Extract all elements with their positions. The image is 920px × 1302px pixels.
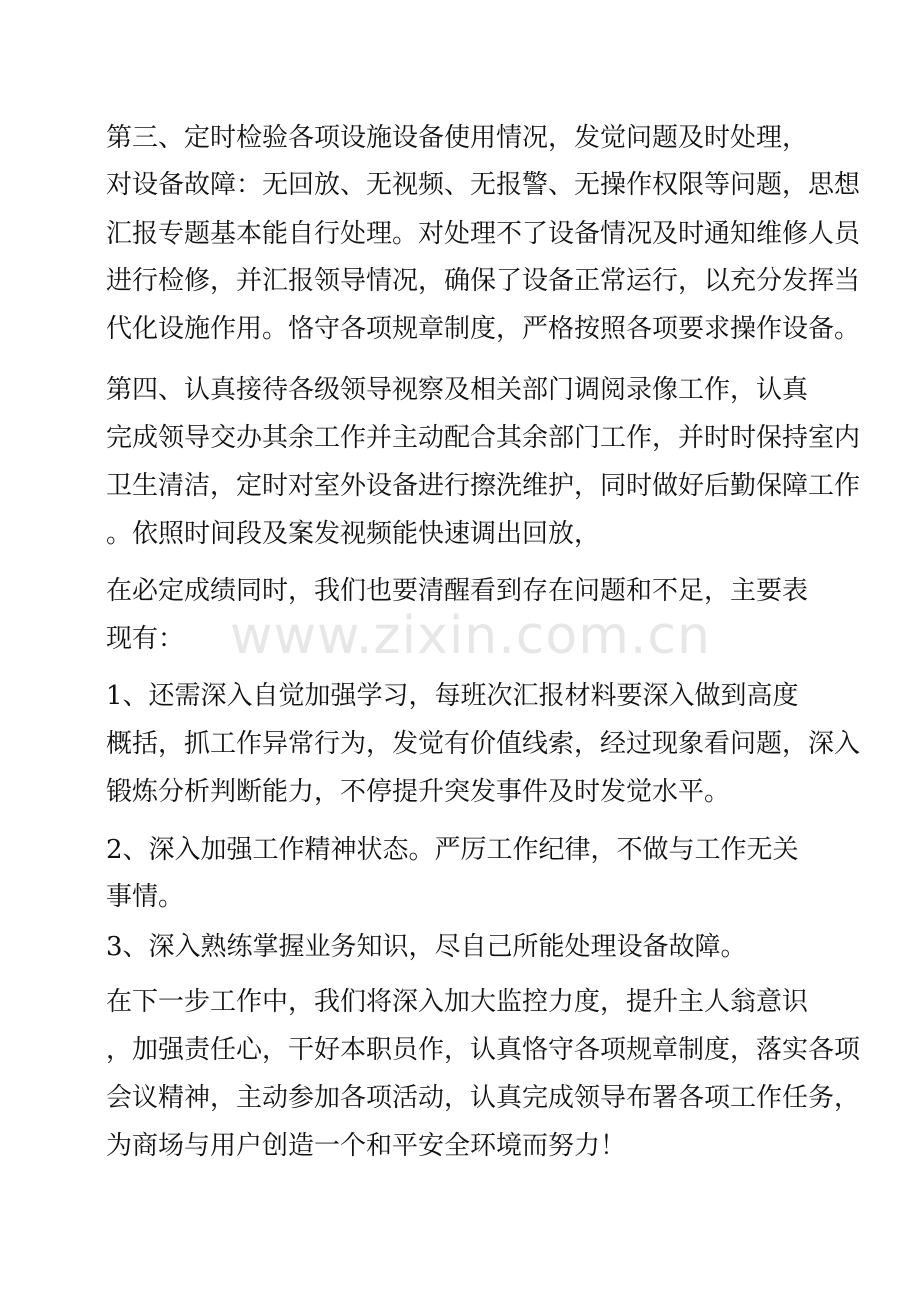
text-line: 事情。 [106, 882, 185, 912]
text-line: 对设备故障：无回放、无视频、无报警、无操作权限等问题，思想 [106, 170, 861, 200]
text-line: 在必定成绩同时，我们也要清醒看到存在问题和不足，主要表 [106, 576, 809, 606]
text-line: 在下一步工作中，我们将深入加大监控力度，提升主人翁意识 [106, 987, 809, 1017]
text-line: 代化设施作用。恪守各项规章制度，严格按照各项要求操作设备。 [106, 314, 861, 344]
text-line: 进行检修，并汇报领导情况，确保了设备正常运行，以充分发挥当 [106, 266, 861, 296]
text-line: 。依照时间段及案发视频能快速调出回放， [106, 519, 601, 549]
watermark: www.zixin.com.cn [230, 606, 711, 666]
text-line: 第四、认真接待各级领导视察及相关部门调阅录像工作，认真 [106, 375, 809, 405]
text-line: 卫生清洁，定时对室外设备进行擦洗维护，同时做好后勤保障工作 [106, 471, 861, 501]
text-line: 为商场与用户创造一个和平安全环境而努力！ [106, 1131, 627, 1161]
text-line: ，加强责任心，干好本职员作，认真恪守各项规章制度，落实各项 [106, 1035, 861, 1065]
text-line: 3、深入熟练掌握业务知识，尽自己所能处理设备故障。 [106, 932, 747, 962]
text-line: 会议精神，主动参加各项活动，认真完成领导布署各项工作任务， [106, 1083, 861, 1113]
text-line: 汇报专题基本能自行处理。对处理不了设备情况及时通知维修人员 [106, 219, 861, 249]
text-line: 1、还需深入自觉加强学习，每班次汇报材料要深入做到高度 [106, 681, 799, 711]
text-line: 现有： [106, 624, 185, 654]
text-line: 完成领导交办其余工作并主动配合其余部门工作，并时时保持室内 [106, 423, 861, 453]
text-line: 锻炼分析判断能力，不停提升突发事件及时发觉水平。 [106, 777, 731, 807]
text-line: 概括，抓工作异常行为，发觉有价值线索，经过现象看问题，深入 [106, 729, 861, 759]
text-line: 2、深入加强工作精神状态。严厉工作纪律，不做与工作无关 [106, 835, 799, 865]
text-line: 第三、定时检验各项设施设备使用情况，发觉问题及时处理， [106, 123, 809, 153]
